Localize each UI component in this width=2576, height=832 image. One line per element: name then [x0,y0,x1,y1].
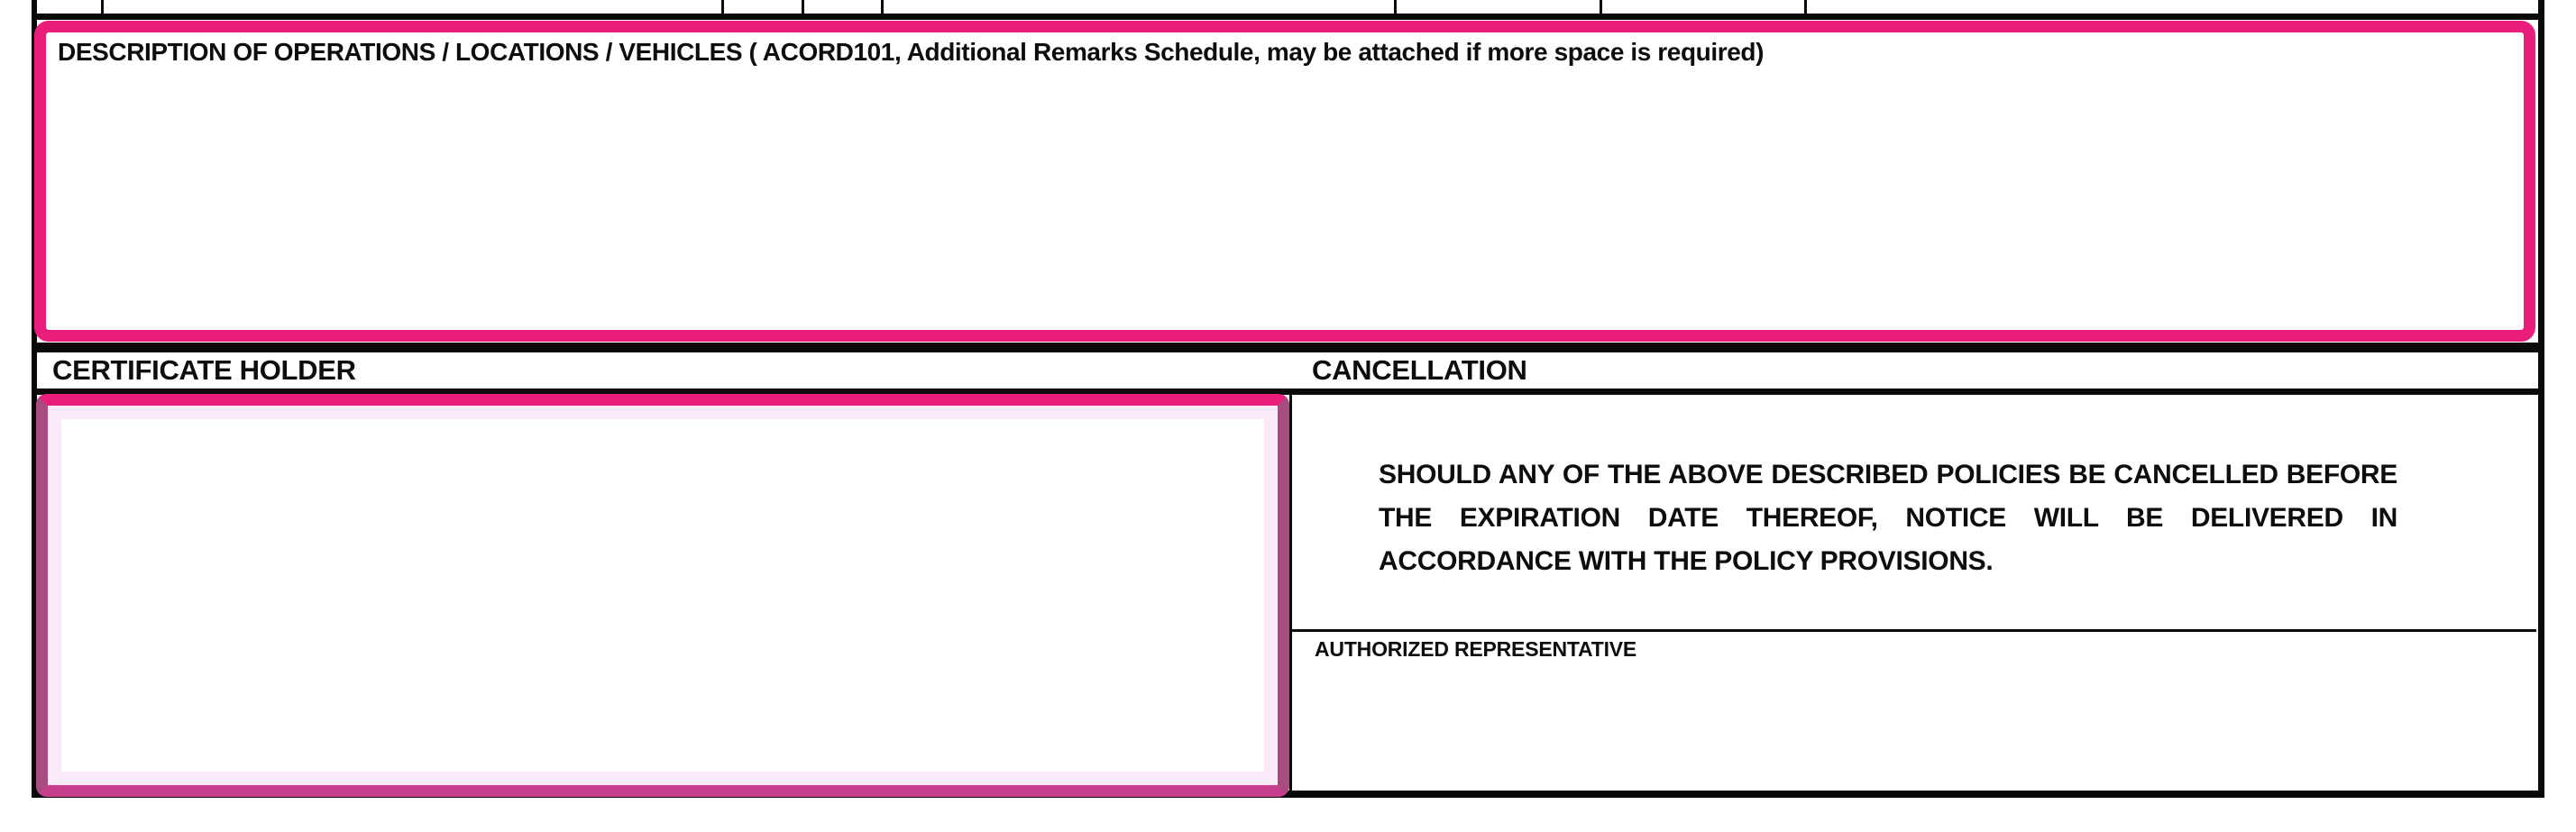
boxes-center-divider [1289,389,1292,798]
authorized-representative-label: AUTHORIZED REPRESENTATIVE [1315,637,1637,661]
certificate-holder-heading: CERTIFICATE HOLDER [52,354,356,386]
cancellation-notice [1379,453,2397,583]
policy-table-column-divider [881,0,884,14]
cancellation-heading: CANCELLATION [1312,354,1527,386]
authorized-representative-signature-field[interactable] [1292,632,2536,791]
description-of-operations-label: DESCRIPTION OF OPERATIONS / LOCATIONS / VEHICLES ( ACORD101, Additional Remarks Schedule, may be attached if more space is required) [58,38,1765,66]
form-outer-right-border [2538,0,2544,798]
policy-table-column-divider [721,0,724,14]
policy-table-column-divider [802,0,804,14]
certificate-holder-field[interactable] [36,394,1289,797]
policy-table-column-divider [1600,0,1602,14]
cancellation-notice-line: THE EXPIRATION DATE THEREOF, NOTICE WILL BE DELIVERED IN [1379,503,2397,533]
policy-table-column-divider [1804,0,1807,14]
description-of-operations-field[interactable] [34,21,2535,342]
policy-table-bottom-border [32,14,2544,20]
section-divider [32,343,2544,352]
policy-table-column-divider [101,0,104,14]
cancellation-notice-line: ACCORDANCE WITH THE POLICY PROVISIONS. [1379,546,1994,576]
cancellation-notice-line: SHOULD ANY OF THE ABOVE DESCRIBED POLICIES BE CANCELLED BEFORE [1379,460,2397,489]
policy-table-column-divider [1394,0,1397,14]
